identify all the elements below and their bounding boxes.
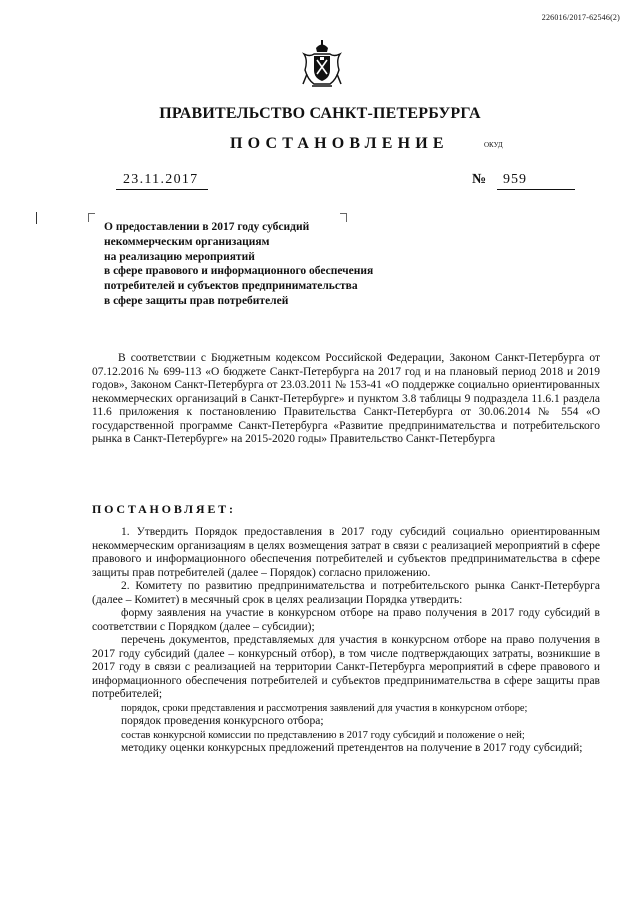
paragraph-item-2: 2. Комитету по развитию предпринимательства и потребительского рынка Санкт-Петербурга (далее – Комитет) в месячный срок в целях реализации Порядка утвердить: [92, 580, 600, 606]
paragraph-item-1: 1. Утвердить Порядок предоставления в 2017 году субсидий социально ориентированным некоммерческим организациям в целях возмещения затрат в связи с реализацией мероприятий в сфере правового и информационного обеспечения потребителей и субъектов предпринимательства в сфере защиты прав потребителей (далее – Порядок) согласно приложению. [92, 526, 600, 579]
preamble-paragraph: В соответствии с Бюджетным кодексом Российской Федерации, Законом Санкт-Петербурга от 07.12.2016 № 699-113 «О бюджете Санкт-Петербурга на 2017 год и на плановый период 2018 и 2019 годов», Законом Санкт-Петербурга от 23.03.2011 № 153-41 «О поддержке социально ориентированных некоммерческих организаций в Санкт-Петербурге» и пунктом 3.8 таблицы 9 подраздела 11.6.1 раздела 11.6 приложения к постановлению Правительства Санкт-Петербурга от 30.06.2014 № 554 «О государственной программе Санкт-Петербурга «Развитие предпринимательства и потребительского рынка в Санкт-Петербурге» на 2015-2020 годы» Правительство Санкт-Петербурга [92, 352, 600, 445]
title-line: некоммерческим организациям [104, 235, 270, 248]
government-name: ПРАВИТЕЛЬСТВО САНКТ-ПЕТЕРБУРГА [159, 105, 481, 122]
title-line: в сфере правового и информационного обеспечения [104, 265, 374, 278]
list-item: перечень документов, представляемых для участия в конкурсном отборе на право получения в 2017 году субсидий (далее – конкурсный отбор), в том числе подтверждающих затраты, возникшие в 2017 году в связи с реализацией на территории Санкт-Петербурга мероприятий в сфере правового и информационного обеспечения потребителей и субъектов предпринимательства в сфере защиты прав потребителей; [92, 634, 600, 700]
title-line: потребителей и субъектов предпринимательства [104, 280, 358, 293]
list-item: форму заявления на участие в конкурсном отборе на право получения в 2017 году субсидий в соответствии с Порядком (далее – субсидии); [92, 607, 600, 633]
resolves-heading: ПОСТАНОВЛЯЕТ: [92, 502, 236, 516]
list-item: порядок проведения конкурсного отбора; [121, 715, 324, 727]
date-underline [116, 189, 208, 190]
okud-label: ОКУД [484, 141, 503, 149]
coat-of-arms-emblem [302, 40, 342, 90]
list-item: методику оценки конкурсных предложений претендентов на получение в 2017 году субсидий; [121, 742, 583, 754]
title-line: на реализацию мероприятий [104, 250, 255, 263]
number-underline [497, 189, 575, 190]
margin-mark [36, 212, 37, 224]
list-item: состав конкурсной комиссии по представлению в 2017 году субсидий и положение о ней; [121, 729, 525, 741]
title-line: в сфере защиты прав потребителей [104, 294, 289, 307]
document-registration-number: 226016/2017-62546(2) [541, 13, 620, 22]
document-title [104, 220, 434, 309]
resolution-body [92, 526, 600, 756]
document-date: 23.11.2017 [123, 172, 199, 187]
list-item: порядок, сроки представления и рассмотрения заявлений для участия в конкурсном отборе; [121, 702, 528, 714]
title-line: О предоставлении в 2017 году субсидий [104, 221, 310, 233]
preamble [92, 352, 600, 447]
title-corner-top-left [88, 213, 95, 222]
document-type: ПОСТАНОВЛЕНИЕ [230, 135, 449, 152]
document-number: 959 [503, 172, 527, 187]
number-sign: № [472, 172, 487, 187]
